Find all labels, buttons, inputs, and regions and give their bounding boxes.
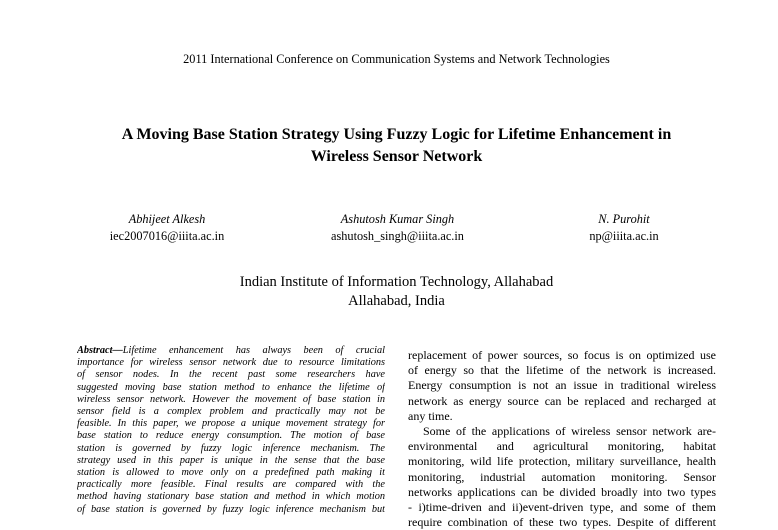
body-line: monitoring, wild life protection, military surveillance, health <box>408 454 716 469</box>
body-column <box>408 348 716 530</box>
body-line: Some of the applications of wireless sensor network are- <box>423 424 716 439</box>
author-name: Abhijeet Alkesh <box>128 212 206 226</box>
author-name: N. Purohit <box>598 212 650 226</box>
abstract-line: importance for wireless sensor network due to resource limitations <box>77 357 385 369</box>
conference-header: 2011 International Conference on Communication Systems and Network Technologies <box>183 52 610 66</box>
author-1 <box>87 211 247 245</box>
body-line: monitoring, industrial automation monitoring. Sensor <box>408 469 716 484</box>
author-email: iec2007016@iiita.ac.in <box>109 229 225 243</box>
abstract-line: base station to reduce energy consumption. The motion of base <box>77 430 385 442</box>
abstract-line: strategy used in this paper is unique in the sense that the base <box>77 454 385 466</box>
abstract-line: of sensor nodes. In the recent past some researchers have <box>77 369 385 381</box>
institution-name: Indian Institute of Information Technology, Allahabad <box>239 274 554 290</box>
institution <box>0 273 778 311</box>
abstract-line: sensor field is a complex problem and practically may not be <box>77 406 385 418</box>
institution-location: Allahabad, India <box>348 293 445 309</box>
body-line: any time. <box>408 408 453 423</box>
abstract-column <box>77 345 385 516</box>
author-email: ashutosh_singh@iiita.ac.in <box>331 229 464 243</box>
abstract-line: of base station is governed by fuzzy logic inference mechanism but <box>77 503 385 515</box>
abstract-line: feasible. In this paper, we propose a unique movement strategy for <box>77 418 385 430</box>
body-line: network as energy source can be replaced and recharged at <box>408 393 716 408</box>
body-line: replacement of power sources, so focus is on optimized use <box>408 348 716 362</box>
body-line: networks applications can be divided broadly into two types <box>408 484 716 499</box>
author-name: Ashutosh Kumar Singh <box>340 212 455 226</box>
abstract-text: Lifetime enhancement has always been of crucial <box>122 345 385 356</box>
abstract-line: suggested moving base station method to enhance the lifetime of <box>77 381 385 393</box>
abstract-line: wireless sensor network. However the movement of base station in <box>77 393 385 405</box>
abstract-line: station is governed by fuzzy logic inference mechanism. The <box>77 442 385 454</box>
paper-title <box>0 124 778 168</box>
abstract-lead: Abstract— <box>77 345 123 356</box>
body-line: require combination of these two types. Despite of different <box>408 515 716 530</box>
author-3 <box>560 211 688 245</box>
body-line: of energy so that the lifetime of the network is increased. <box>408 363 716 378</box>
abstract-line <box>77 345 385 357</box>
title-line-2: Wireless Sensor Network <box>310 148 483 165</box>
author-email: np@iiita.ac.in <box>589 229 659 243</box>
abstract-line: station is allowed to move only on a predefined path making it <box>77 467 385 479</box>
body-line: - i)time-driven and ii)event-driven type, and some of them <box>408 500 716 515</box>
body-line: environmental and agricultural monitoring, habitat <box>408 439 716 454</box>
author-2 <box>310 211 485 245</box>
title-line-1: A Moving Base Station Strategy Using Fuzzy Logic for Lifetime Enhancement in <box>121 126 672 143</box>
body-line: Energy consumption is not an issue in traditional wireless <box>408 378 716 393</box>
abstract-line: method having stationary base station and method in which motion <box>77 491 385 503</box>
abstract-line: practically more feasible. Final results are compared with the <box>77 479 385 491</box>
